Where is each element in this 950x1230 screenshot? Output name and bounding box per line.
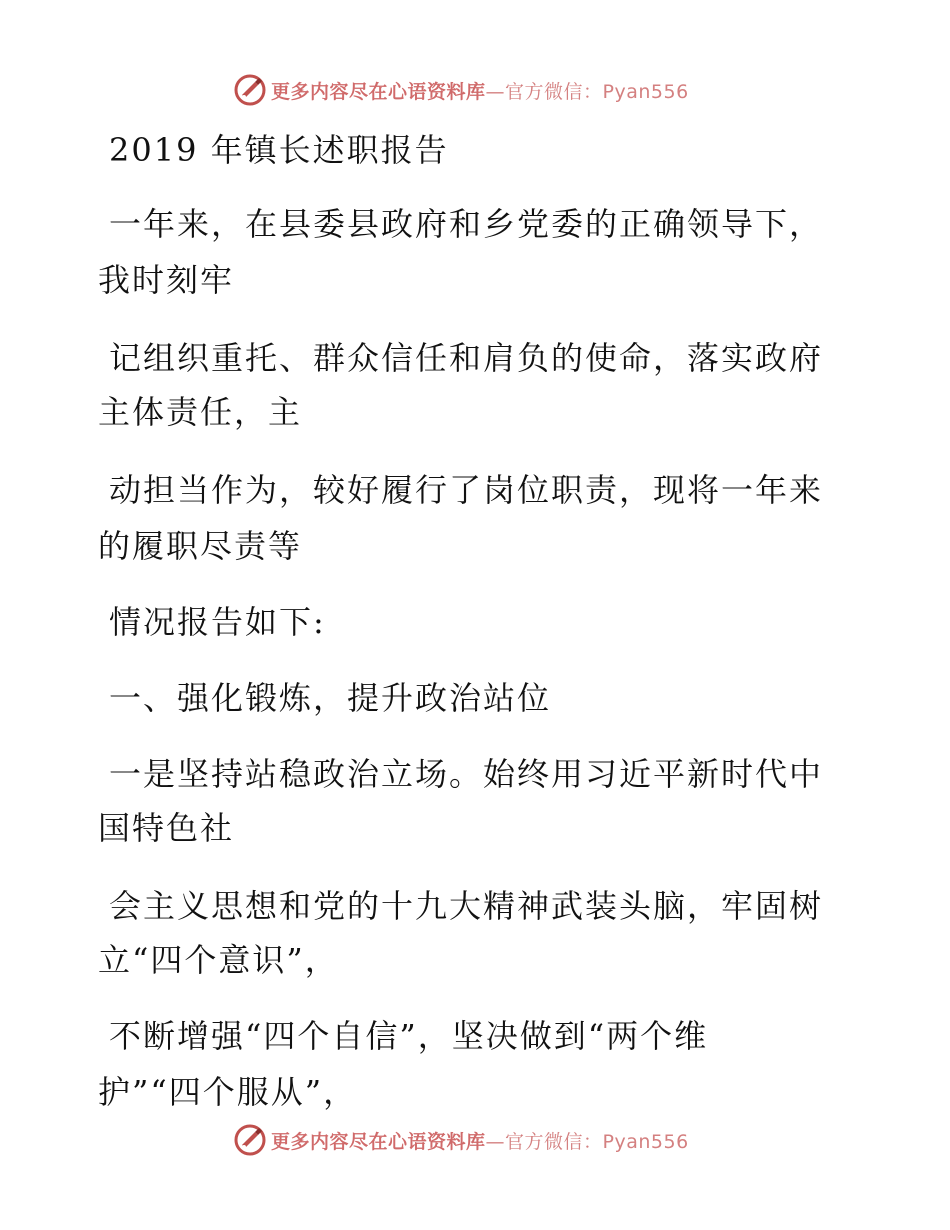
- watermark-wechat: —官方微信：Pyan556: [485, 1130, 689, 1153]
- header-watermark: [233, 72, 689, 108]
- watermark-brand: 更多内容尽在心语资料库: [271, 80, 486, 103]
- paragraph-line: 不断增强“四个自信”，坚决做到“两个维: [109, 1017, 709, 1055]
- paragraph-line: 我时刻牢: [98, 261, 235, 299]
- paragraph-line: 一年来，在县委县政府和乡党委的正确领导下，: [109, 205, 824, 243]
- paragraph-line: 的履职尽责等: [98, 527, 303, 565]
- paragraph-line: 会主义思想和党的十九大精神武装头脑，牢固树: [109, 887, 824, 925]
- footer-watermark: [233, 1122, 689, 1158]
- paragraph-line: 主体责任，主: [98, 393, 303, 431]
- section-heading: 一、强化锻炼，提升政治站位: [109, 679, 552, 717]
- watermark-text: [271, 1127, 689, 1154]
- paragraph-line: 立“四个意识”，: [98, 941, 339, 979]
- paragraph-line: 一是坚持站稳政治立场。始终用习近平新时代中: [109, 755, 824, 793]
- paragraph-line: 国特色社: [98, 809, 235, 847]
- paragraph-line: 动担当作为，较好履行了岗位职责，现将一年来: [109, 471, 824, 509]
- watermark-wechat: —官方微信：Pyan556: [485, 80, 689, 103]
- document-title: 2019 年镇长述职报告: [109, 131, 449, 169]
- watermark-brand: 更多内容尽在心语资料库: [271, 1130, 486, 1153]
- watermark-text: [271, 77, 689, 104]
- paragraph-line: 护”“四个服从”，: [98, 1073, 358, 1111]
- paragraph-line: 记组织重托、群众信任和肩负的使命，落实政府: [109, 339, 824, 377]
- pen-heart-logo-icon: [233, 1123, 267, 1157]
- paragraph-line: 情况报告如下:: [109, 603, 326, 641]
- pen-heart-logo-icon: [233, 73, 267, 107]
